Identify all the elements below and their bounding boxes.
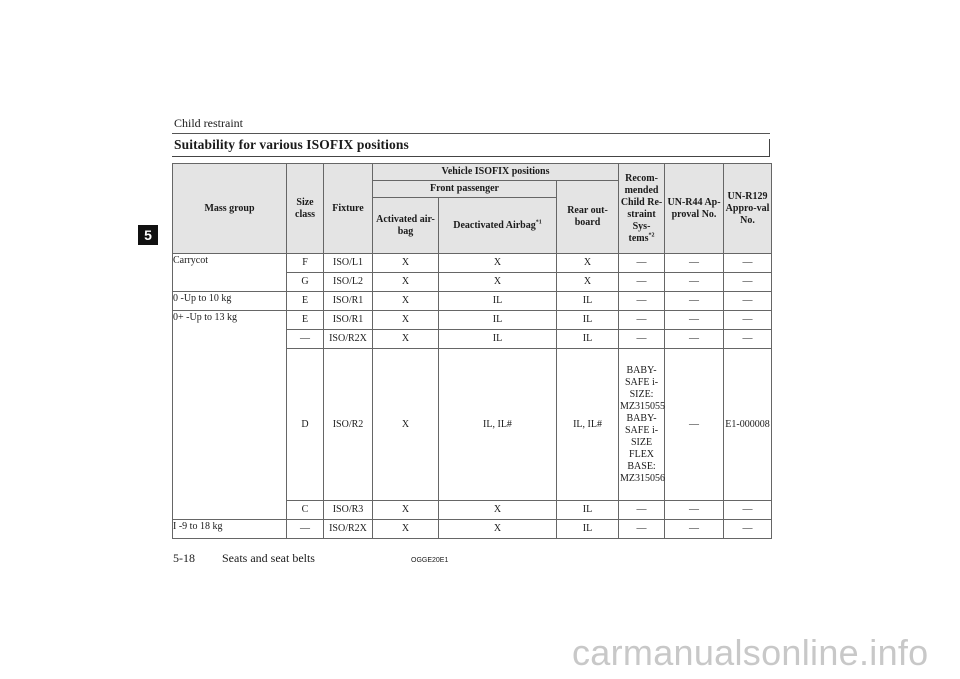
un-r44-cell: — [665,273,724,292]
rear-outboard-cell: IL [557,311,619,330]
un-r129-cell: — [724,254,772,273]
isofix-suitability-table [172,163,772,539]
recommended-crs-cell: — [619,520,665,539]
recommended-crs-cell: — [619,501,665,520]
activated-airbag-cell: X [373,292,439,311]
activated-airbag-cell: X [373,520,439,539]
header-divider [172,133,770,134]
header-size-class: Size class [287,164,324,254]
activated-airbag-cell: X [373,273,439,292]
size-class-cell: G [287,273,324,292]
recommended-crs-cell: BABY-SAFE i-SIZE: MZ315055 BABY-SAFE i-SIZE FLEX BASE: MZ315056 [619,349,665,501]
fixture-cell: ISO/R1 [324,311,373,330]
recommended-crs-cell: — [619,311,665,330]
size-class-cell: E [287,292,324,311]
section-title: Suitability for various ISOFIX positions [174,137,409,152]
deactivated-airbag-cell: X [439,254,557,273]
size-class-cell: D [287,349,324,501]
un-r129-cell: — [724,292,772,311]
running-header: Child restraint [174,116,243,130]
rear-outboard-cell: X [557,254,619,273]
rear-outboard-cell: IL [557,501,619,520]
activated-airbag-cell: X [373,349,439,501]
table-row [173,311,772,330]
fixture-cell: ISO/R2X [324,330,373,349]
un-r44-cell: — [665,501,724,520]
size-class-cell: C [287,501,324,520]
un-r44-cell: — [665,330,724,349]
header-recommended-crs [619,164,665,254]
un-r44-cell: — [665,349,724,501]
un-r129-cell: — [724,520,772,539]
fixture-cell: ISO/L2 [324,273,373,292]
fixture-cell: ISO/R3 [324,501,373,520]
activated-airbag-cell: X [373,311,439,330]
un-r129-cell: — [724,501,772,520]
footnote-2-marker: *2 [648,232,655,239]
header-activated-airbag: Activated air-bag [373,198,439,254]
header-deactivated-airbag [439,198,557,254]
un-r44-cell: — [665,311,724,330]
document-code: OGGE20E1 [411,557,449,564]
un-r129-cell: — [724,330,772,349]
page-number: 5-18 [173,551,195,565]
un-r129-cell: — [724,311,772,330]
footer-section-name: Seats and seat belts [222,551,315,565]
size-class-cell: F [287,254,324,273]
header-vehicle-isofix-positions: Vehicle ISOFIX positions [373,164,619,181]
table-row [173,254,772,273]
deactivated-airbag-cell: X [439,273,557,292]
header-recommended-crs-text: Recom-mended Child Re-straint Sys-tems [620,172,663,244]
section-divider-end [769,139,770,157]
recommended-crs-cell: — [619,254,665,273]
mass-group-cell: 0+ -Up to 13 kg [173,311,287,520]
rear-outboard-cell: X [557,273,619,292]
table-row [173,520,772,539]
rear-outboard-cell: IL [557,520,619,539]
deactivated-airbag-cell: X [439,520,557,539]
header-deactivated-airbag-text: Deactivated Airbag [453,219,536,231]
un-r129-cell: E1-000008 [724,349,772,501]
un-r44-cell: — [665,292,724,311]
mass-group-cell: 0 -Up to 10 kg [173,292,287,311]
recommended-crs-cell: — [619,273,665,292]
un-r44-cell: — [665,520,724,539]
rear-outboard-cell: IL [557,292,619,311]
rear-outboard-cell: IL [557,330,619,349]
header-un-r44: UN-R44 Ap-proval No. [665,164,724,254]
fixture-cell: ISO/R2 [324,349,373,501]
footnote-1-marker: *1 [535,219,542,226]
activated-airbag-cell: X [373,330,439,349]
fixture-cell: ISO/R2X [324,520,373,539]
mass-group-cell: I -9 to 18 kg [173,520,287,539]
mass-group-cell: Carrycot [173,254,287,292]
header-fixture: Fixture [324,164,373,254]
deactivated-airbag-cell: IL [439,292,557,311]
fixture-cell: ISO/R1 [324,292,373,311]
deactivated-airbag-cell: IL, IL# [439,349,557,501]
size-class-cell: — [287,520,324,539]
activated-airbag-cell: X [373,501,439,520]
activated-airbag-cell: X [373,254,439,273]
recommended-crs-cell: — [619,330,665,349]
deactivated-airbag-cell: X [439,501,557,520]
chapter-tab: 5 [138,225,158,245]
table-row [173,292,772,311]
watermark: carmanualsonline.info [572,632,929,673]
un-r129-cell: — [724,273,772,292]
section-divider [172,156,770,157]
deactivated-airbag-cell: IL [439,311,557,330]
size-class-cell: — [287,330,324,349]
un-r44-cell: — [665,254,724,273]
size-class-cell: E [287,311,324,330]
header-front-passenger: Front passenger [373,181,557,198]
deactivated-airbag-cell: IL [439,330,557,349]
header-rear-outboard: Rear out-board [557,181,619,254]
header-mass-group: Mass group [173,164,287,254]
header-un-r129: UN-R129 Appro-val No. [724,164,772,254]
recommended-crs-cell: — [619,292,665,311]
rear-outboard-cell: IL, IL# [557,349,619,501]
fixture-cell: ISO/L1 [324,254,373,273]
